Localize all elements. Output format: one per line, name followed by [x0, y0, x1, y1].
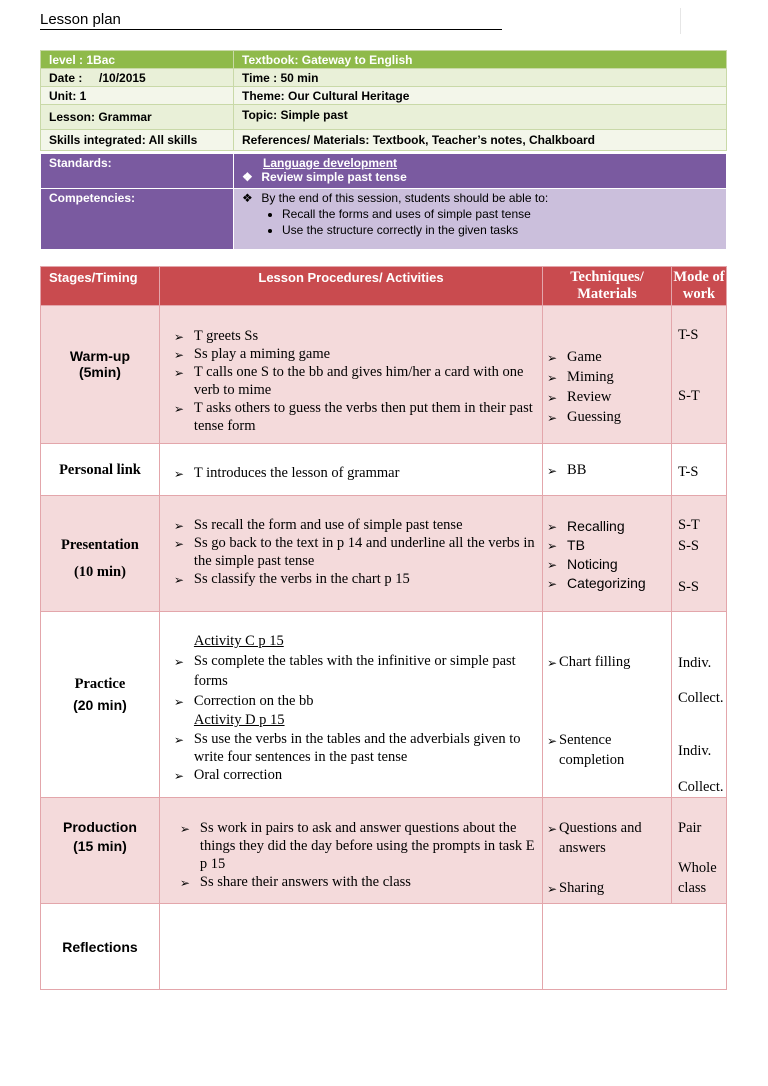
list-item: ➢ Miming: [543, 367, 671, 387]
list-item: ➢ Sharing: [543, 878, 671, 898]
list-item: • Recall the forms and uses of simple past tense: [282, 207, 718, 221]
warmup-stage: [41, 306, 160, 444]
reflections-techniques: [543, 904, 672, 990]
mode-value: S-T: [678, 388, 700, 404]
personal-stage: Personal link: [41, 444, 160, 496]
date-cell: Date : /10/2015: [41, 69, 234, 87]
production-techniques: [543, 798, 672, 904]
reflections-mode: [672, 904, 727, 990]
presentation-techniques: [543, 496, 672, 612]
mode-value: S-T: [678, 517, 700, 533]
topic-cell: Topic: Simple past: [234, 105, 727, 130]
list-item: ➢ Oral correction: [170, 766, 542, 784]
list-item: ➢ Ss use the verbs in the tables and the adverbials given to write four sentences in the past tense: [170, 730, 542, 766]
stage-label: Production: [63, 819, 137, 835]
list-item: ➢ Game: [543, 347, 671, 367]
textbook-cell: Textbook: Gateway to English: [234, 51, 727, 69]
stage-label: Presentation: [61, 537, 139, 553]
personal-techniques: [543, 444, 672, 496]
lesson-cell: Lesson: Grammar: [41, 105, 234, 130]
practice-procedures: [159, 612, 542, 798]
mode-value: Whole class: [678, 860, 717, 896]
procedure-table: [40, 266, 727, 990]
skills-cell: Skills integrated: All skills: [41, 130, 234, 151]
practice-mode: [672, 612, 727, 798]
competencies-label: Competencies:: [41, 189, 234, 250]
activity-c-title: Activity C p 15: [193, 633, 284, 649]
theme-cell: Theme: Our Cultural Heritage: [234, 87, 727, 105]
header-procedures: Lesson Procedures/ Activities: [159, 267, 542, 306]
standards-content: [234, 154, 727, 189]
info-table: [40, 50, 727, 151]
practice-techniques: [543, 612, 672, 798]
list-item: ➢ Review: [543, 387, 671, 407]
standards-line1: Language development: [263, 156, 398, 170]
list-item: ➢ T asks others to guess the verbs then put them in their past tense form: [170, 399, 542, 435]
header-mode: Mode of work: [672, 267, 727, 306]
level-cell: level : 1Bac: [41, 51, 234, 69]
standards-line2: Review simple past tense: [261, 170, 407, 184]
mode-value: T-S: [678, 327, 699, 343]
personal-mode: T-S: [672, 444, 727, 496]
competencies-content: [234, 189, 727, 250]
page-title: Lesson plan: [40, 11, 121, 28]
unit-cell: Unit: 1: [41, 87, 234, 105]
references-cell: References/ Materials: Textbook, Teacher’s notes, Chalkboard: [234, 130, 727, 151]
list-item: ➢ Noticing: [543, 555, 671, 574]
list-item: ➢ Ss classify the verbs in the chart p 15: [170, 570, 542, 588]
list-item: ➢ Categorizing: [543, 574, 671, 593]
list-item: ➢ Ss work in pairs to ask and answer questions about the things they did the day before using the prompts in task E p 15: [176, 819, 542, 873]
list-item: ➢ Chart filling: [543, 652, 671, 672]
mode-value: Collect.: [678, 690, 724, 706]
mode-value: Indiv.: [678, 655, 712, 671]
competencies-list: [242, 207, 718, 237]
mode-value: Collect.: [678, 779, 724, 795]
list-item: ➢ Questions and answers: [543, 818, 671, 858]
stage-label: Warm-up: [69, 348, 131, 364]
title-underline: [40, 29, 502, 30]
list-item: ➢ Ss recall the form and use of simple past tense: [170, 516, 542, 534]
list-item: ➢ Guessing: [543, 407, 671, 427]
list-item: ➢ T calls one S to the bb and gives him/her a card with one verb to mime: [170, 363, 542, 399]
list-item: ➢ T introduces the lesson of grammar: [170, 464, 542, 482]
presentation-stage: [41, 496, 160, 612]
standards-table: [40, 153, 727, 250]
stage-timing: (20 min): [73, 697, 127, 713]
mode-value: Pair: [678, 820, 702, 836]
diamond-icon: ❖: [242, 191, 253, 205]
diamond-icon: ❖: [242, 170, 253, 184]
reflections-stage: Reflections: [41, 904, 160, 990]
list-item: • Use the structure correctly in the given tasks: [282, 223, 718, 237]
personal-procedures: [159, 444, 542, 496]
list-item: ➢ TB: [543, 536, 671, 555]
standards-label: Standards:: [41, 154, 234, 189]
stage-timing: (5min): [78, 364, 121, 380]
list-item: ➢ Ss go back to the text in p 14 and underline all the verbs in the simple past tense: [170, 534, 542, 570]
list-item: ➢ Recalling: [543, 517, 671, 536]
presentation-mode: [672, 496, 727, 612]
list-item: ➢ T greets Ss: [170, 327, 542, 345]
list-item: ➢ Ss complete the tables with the infinitive or simple past forms: [170, 651, 542, 691]
list-item: ➢ Correction on the bb: [170, 691, 542, 711]
divider: [680, 8, 681, 34]
practice-stage: [41, 612, 160, 798]
list-item: ➢ Ss play a miming game: [170, 345, 542, 363]
time-cell: Time : 50 min: [234, 69, 727, 87]
presentation-procedures: [159, 496, 542, 612]
production-stage: [41, 798, 160, 904]
mode-value: Indiv.: [678, 743, 712, 759]
warmup-mode: [672, 306, 727, 444]
competencies-intro: By the end of this session, students should be able to:: [261, 191, 549, 205]
production-mode: [672, 798, 727, 904]
warmup-techniques: [543, 306, 672, 444]
warmup-procedures: [159, 306, 542, 444]
stage-label: Practice: [74, 676, 126, 692]
header-stages: Stages/Timing: [41, 267, 160, 306]
list-item: ➢ BB: [543, 460, 671, 480]
header-techniques: Techniques/ Materials: [543, 267, 672, 306]
list-item: ➢ Ss share their answers with the class: [176, 873, 542, 891]
mode-value: S-S: [678, 538, 699, 554]
stage-timing: (15 min): [73, 838, 127, 854]
activity-d-title: Activity D p 15: [193, 712, 285, 728]
reflections-procedures: [159, 904, 542, 990]
stage-timing: (10 min): [73, 564, 126, 580]
production-procedures: [159, 798, 542, 904]
mode-value: S-S: [678, 579, 699, 595]
list-item: ➢ Sentence completion: [543, 730, 671, 770]
